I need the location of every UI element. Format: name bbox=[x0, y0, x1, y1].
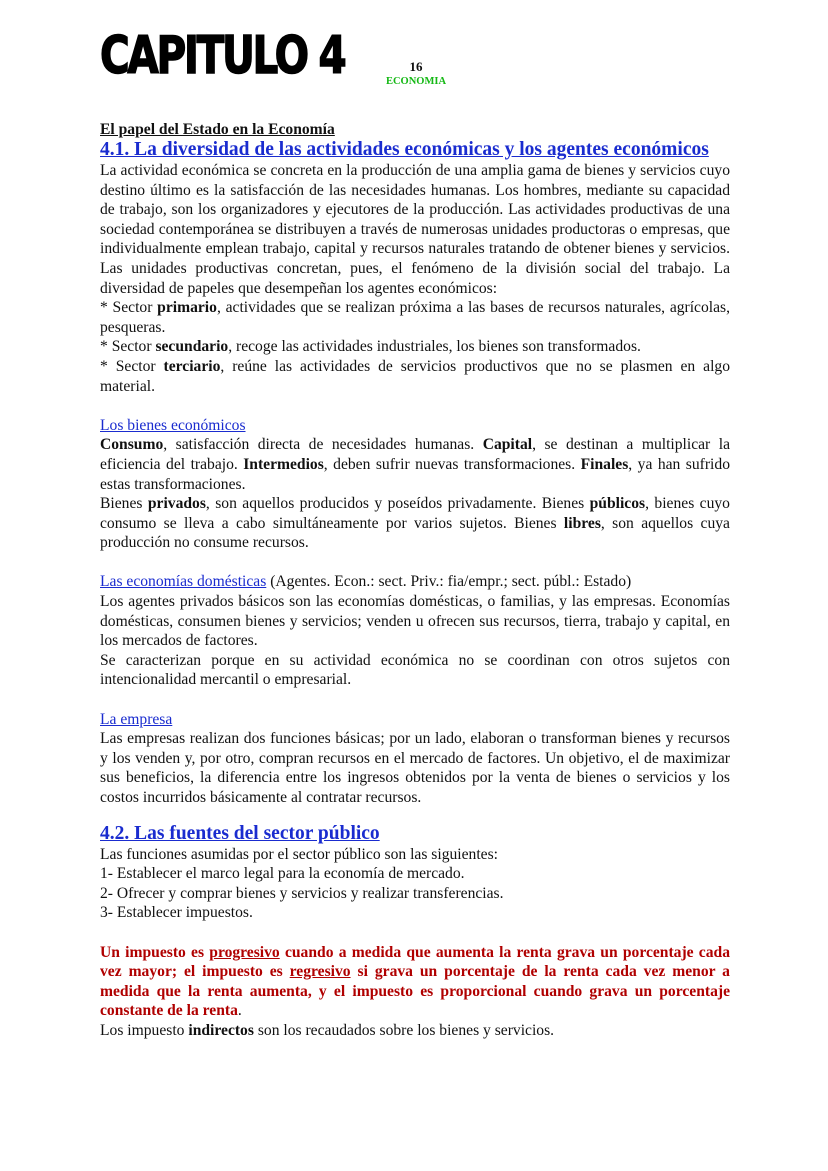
domesticas-paragraph-1: Los agentes privados básicos son las economías domésticas, o familias, y las empresas. Economías domésticas, consumen bienes y servicios; venden u ofrecen sus recursos, tierra, trabajo y capital, en los mercados de factores. bbox=[100, 593, 730, 650]
bienes-heading-link[interactable]: Los bienes económicos bbox=[100, 416, 246, 434]
bienes-paragraph-2: Bienes privados, son aquellos producidos y poseídos privadamente. Bienes públicos, bienes cuyo consumo se lleva a cabo simultáneamente por varios sujetos. Bienes libres, son aquellos cuya producción no consume recursos. bbox=[100, 495, 730, 552]
page-number: 16 bbox=[409, 59, 423, 74]
domesticas-paragraph-2: Se caracterizan porque en su actividad económica no se coordinan con otros sujetos con intencionalidad mercantil o empresarial. bbox=[100, 651, 730, 689]
section-1-intro: La actividad económica se concreta en la producción de una amplia gama de bienes y servicios cuyo destino último es la satisfacción de las necesidades humanas. Los hombres, mediante su capacidad de trabajo, son los organizadores y ejecutores de la producción. Las actividades productivas de una sociedad contemporánea se distribuyen a través de numerosas unidades productoras o empresas, que individualmente emplean trabajo, capital y recursos naturales tratando de obtener bienes y servicios. Las unidades productivas concretan, pues, el fenómeno de la división social del trabajo. La diversidad de papeles que desempeñan los agentes económicos: bbox=[100, 162, 730, 297]
function-item-1: 1- Establecer el marco legal para la economía de mercado. bbox=[100, 865, 465, 883]
chapter-title: CAPITULO 4 bbox=[100, 26, 345, 86]
section-tag: ECONOMIA bbox=[385, 76, 447, 87]
tax-definition-note: Un impuesto es progresivo cuando a medida que aumenta la renta grava un porcentaje cada vez mayor; el impuesto es regresivo si grava un porcentaje de la renta cada vez menor a medida que la renta aumenta, y el impuesto es proporcional cuando grava un porcentaje constante de la renta. bbox=[100, 943, 730, 1020]
empresa-heading-link[interactable]: La empresa bbox=[100, 710, 173, 728]
sector-terciario: * Sector terciario, reúne las actividades de servicios productivos que no se plasmen en algo material. bbox=[100, 357, 730, 395]
sector-primario: * Sector primario, actividades que se realizan próxima a las bases de recursos naturales, agrícolas, pesqueras. bbox=[100, 299, 730, 336]
sector-secundario: * Sector secundario, recoge las actividades industriales, los bienes son transformados. bbox=[100, 338, 641, 356]
document-body bbox=[100, 120, 730, 1041]
domesticas-heading-row: Las economías domésticas (Agentes. Econ.: sect. Priv.: fia/empr.; sect. públ.: Estado) bbox=[100, 573, 632, 591]
section-1-heading: 4.1. La diversidad de las actividades económicas y los agentes económicos bbox=[100, 139, 709, 160]
function-item-3: 3- Establecer impuestos. bbox=[100, 904, 253, 922]
bienes-paragraph-1: Consumo, satisfacción directa de necesidades humanas. Capital, se destinan a multiplicar la eficiencia del trabajo. Intermedios, deben sufrir nuevas transformaciones. Finales, ya han sufrido estas transformaciones. bbox=[100, 436, 731, 493]
function-item-2: 2- Ofrecer y comprar bienes y servicios y realizar transferencias. bbox=[100, 884, 504, 902]
indirect-taxes-line: Los impuesto indirectos son los recaudados sobre los bienes y servicios. bbox=[100, 1021, 555, 1039]
document-title: El papel del Estado en la Economía bbox=[100, 121, 335, 138]
empresa-paragraph: Las empresas realizan dos funciones básicas; por un lado, elaboran o transforman bienes y recursos y los venden y, por otro, compran recursos en el mercado de factores. Un objetivo, el de maximizar sus beneficios, la diferencia entre los ingresos obtenidos por la venta de bienes o servicios y los costos incurridos básicamente al contratar recursos. bbox=[100, 730, 730, 806]
section-2-intro: Las funciones asumidas por el sector público son las siguientes: bbox=[100, 845, 498, 863]
domesticas-heading-link[interactable]: Las economías domésticas bbox=[100, 573, 267, 591]
section-2-heading: 4.2. Las fuentes del sector público bbox=[100, 822, 380, 844]
